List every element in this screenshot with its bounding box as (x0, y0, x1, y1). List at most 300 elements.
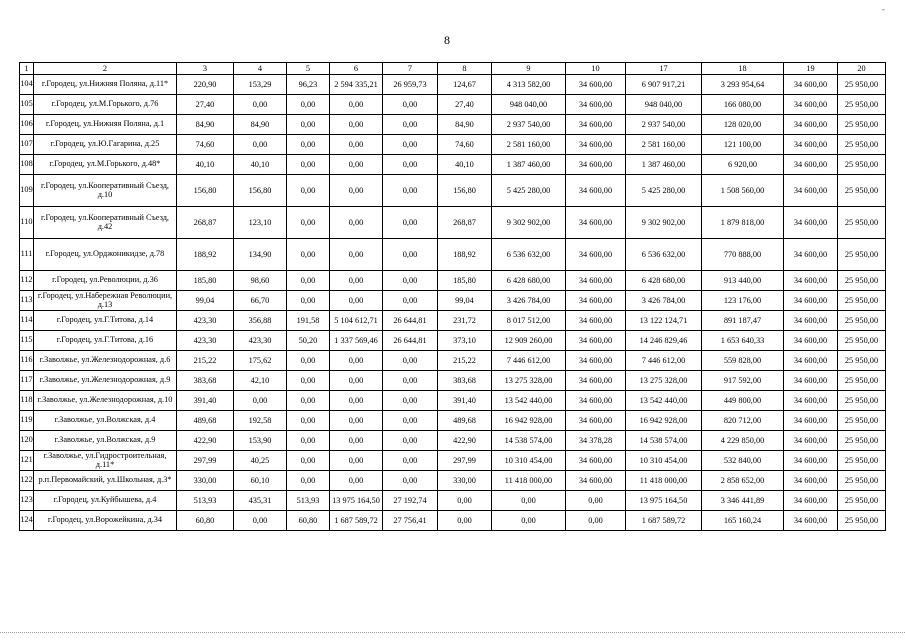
value-cell: 156,80 (177, 175, 234, 207)
value-cell: 0,00 (383, 239, 438, 271)
value-cell: 0,00 (287, 239, 330, 271)
value-cell: 25 950,00 (838, 207, 886, 239)
value-cell: 0,00 (383, 135, 438, 155)
value-cell: 423,30 (234, 331, 287, 351)
value-cell: 489,68 (177, 411, 234, 431)
value-cell: 0,00 (330, 135, 383, 155)
value-cell: 34 600,00 (784, 331, 838, 351)
value-cell: 0,00 (492, 511, 566, 531)
value-cell: 60,80 (287, 511, 330, 531)
value-cell: 435,31 (234, 491, 287, 511)
value-cell: 3 426 784,00 (492, 291, 566, 311)
address-cell: р.п.Первомайский, ул.Школьная, д.3* (34, 471, 177, 491)
value-cell: 6 536 632,00 (492, 239, 566, 271)
page-number: 8 (444, 33, 450, 47)
address-cell: г.Городец, ул.М.Горького, д.76 (34, 95, 177, 115)
value-cell: 0,00 (438, 511, 492, 531)
value-cell: 422,90 (438, 431, 492, 451)
table-row (20, 411, 886, 431)
value-cell: 25 950,00 (838, 511, 886, 531)
value-cell: 175,62 (234, 351, 287, 371)
value-cell: 0,00 (383, 115, 438, 135)
header-row (20, 63, 886, 75)
value-cell: 34 600,00 (566, 411, 626, 431)
value-cell: 156,80 (234, 175, 287, 207)
bottom-dotted-line (0, 632, 905, 633)
address-cell: г.Городец, ул.Нижняя Поляна, д.11* (34, 75, 177, 95)
value-cell: 2 581 160,00 (626, 135, 702, 155)
value-cell: 0,00 (383, 351, 438, 371)
header-cell: 7 (383, 63, 438, 75)
header-cell: 9 (492, 63, 566, 75)
address-cell: г.Городец, ул.Куйбышева, д.4 (34, 491, 177, 511)
value-cell: 25 950,00 (838, 451, 886, 471)
value-cell: 25 950,00 (838, 95, 886, 115)
value-cell: 34 600,00 (784, 95, 838, 115)
value-cell: 0,00 (234, 135, 287, 155)
address-cell: г.Городец, ул.Революции, д.36 (34, 271, 177, 291)
table-row (20, 291, 886, 311)
value-cell: 391,40 (438, 391, 492, 411)
value-cell: 25 950,00 (838, 135, 886, 155)
value-cell: 513,93 (287, 491, 330, 511)
address-cell: г.Городец, ул.Ворожейкина, д.34 (34, 511, 177, 531)
value-cell: 0,00 (287, 411, 330, 431)
value-cell: 220,90 (177, 75, 234, 95)
value-cell: 25 950,00 (838, 175, 886, 207)
address-cell: г.Городец, ул.Нижняя Поляна, д.1 (34, 115, 177, 135)
value-cell: 14 538 574,00 (626, 431, 702, 451)
value-cell: 0,00 (330, 451, 383, 471)
value-cell: 0,00 (383, 451, 438, 471)
table-row (20, 155, 886, 175)
value-cell: 0,00 (383, 431, 438, 451)
value-cell: 34 600,00 (566, 239, 626, 271)
value-cell: 0,00 (234, 95, 287, 115)
value-cell: 0,00 (330, 115, 383, 135)
value-cell: 40,10 (177, 155, 234, 175)
value-cell: 231,72 (438, 311, 492, 331)
value-cell: 166 080,00 (702, 95, 784, 115)
value-cell: 25 950,00 (838, 291, 886, 311)
value-cell: 0,00 (330, 271, 383, 291)
table-row (20, 75, 886, 95)
value-cell: 0,00 (287, 271, 330, 291)
value-cell: 391,40 (177, 391, 234, 411)
value-cell: 1 337 569,46 (330, 331, 383, 351)
table-row (20, 491, 886, 511)
value-cell: 25 950,00 (838, 411, 886, 431)
table-row (20, 207, 886, 239)
value-cell: 10 310 454,00 (492, 451, 566, 471)
address-cell: г.Заволжье, ул.Волжская, д.9 (34, 431, 177, 451)
value-cell: 1 387 460,00 (626, 155, 702, 175)
address-cell: г.Городец, ул.Набережная Революции, д.13 (34, 291, 177, 311)
value-cell: 5 425 280,00 (492, 175, 566, 207)
value-cell: 6 428 680,00 (492, 271, 566, 291)
value-cell: 25 950,00 (838, 351, 886, 371)
value-cell: 383,68 (438, 371, 492, 391)
address-cell: г.Городец, ул.Орджоникидзе, д.78 (34, 239, 177, 271)
value-cell: 191,58 (287, 311, 330, 331)
value-cell: 34 600,00 (566, 331, 626, 351)
value-cell: 3 293 954,64 (702, 75, 784, 95)
value-cell: 0,00 (566, 511, 626, 531)
value-cell: 60,80 (177, 511, 234, 531)
row-number-cell: 123 (20, 491, 34, 511)
row-number-cell: 109 (20, 175, 34, 207)
header-cell: 20 (838, 63, 886, 75)
table-row (20, 511, 886, 531)
value-cell: 66,70 (234, 291, 287, 311)
value-cell: 99,04 (438, 291, 492, 311)
value-cell: 0,00 (287, 155, 330, 175)
value-cell: 26 644,81 (383, 331, 438, 351)
value-cell: 0,00 (383, 155, 438, 175)
value-cell: 449 800,00 (702, 391, 784, 411)
table-body (20, 63, 886, 531)
value-cell: 2 937 540,00 (626, 115, 702, 135)
value-cell: 1 687 589,72 (330, 511, 383, 531)
value-cell: 3 346 441,89 (702, 491, 784, 511)
value-cell: 0,00 (287, 291, 330, 311)
row-number-cell: 110 (20, 207, 34, 239)
value-cell: 559 828,00 (702, 351, 784, 371)
value-cell: 16 942 928,00 (492, 411, 566, 431)
value-cell: 34 600,00 (566, 95, 626, 115)
value-cell: 34 600,00 (566, 471, 626, 491)
address-cell: г.Городец, ул.Кооперативный Съезд, д.10 (34, 175, 177, 207)
value-cell: 96,23 (287, 75, 330, 95)
value-cell: 0,00 (383, 207, 438, 239)
value-cell: 0,00 (287, 471, 330, 491)
value-cell: 74,60 (177, 135, 234, 155)
value-cell: 74,60 (438, 135, 492, 155)
value-cell: 13 975 164,50 (626, 491, 702, 511)
value-cell: 6 920,00 (702, 155, 784, 175)
value-cell: 34 600,00 (784, 311, 838, 331)
value-cell: 34 600,00 (784, 511, 838, 531)
value-cell: 215,22 (177, 351, 234, 371)
value-cell: 2 937 540,00 (492, 115, 566, 135)
value-cell: 0,00 (383, 271, 438, 291)
value-cell: 0,00 (383, 411, 438, 431)
value-cell: 124,67 (438, 75, 492, 95)
value-cell: 123 176,00 (702, 291, 784, 311)
value-cell: 25 950,00 (838, 331, 886, 351)
value-cell: 13 542 440,00 (492, 391, 566, 411)
row-number-cell: 119 (20, 411, 34, 431)
value-cell: 26 959,73 (383, 75, 438, 95)
value-cell: 188,92 (438, 239, 492, 271)
address-cell: г.Заволжье, ул.Гидростроительная, д.11* (34, 451, 177, 471)
value-cell: 0,00 (330, 207, 383, 239)
value-cell: 11 418 000,00 (626, 471, 702, 491)
value-cell: 423,30 (177, 331, 234, 351)
value-cell: 297,99 (177, 451, 234, 471)
value-cell: 0,00 (287, 371, 330, 391)
row-number-cell: 121 (20, 451, 34, 471)
table-row (20, 135, 886, 155)
value-cell: 34 600,00 (566, 135, 626, 155)
value-cell: 0,00 (330, 155, 383, 175)
value-cell: 25 950,00 (838, 271, 886, 291)
value-cell: 513,93 (177, 491, 234, 511)
value-cell: 27,40 (177, 95, 234, 115)
value-cell: 5 104 612,71 (330, 311, 383, 331)
value-cell: 34 600,00 (566, 311, 626, 331)
row-number-cell: 113 (20, 291, 34, 311)
value-cell: 34 600,00 (784, 391, 838, 411)
row-number-cell: 118 (20, 391, 34, 411)
value-cell: 6 907 917,21 (626, 75, 702, 95)
value-cell: 34 600,00 (784, 115, 838, 135)
table-row (20, 239, 886, 271)
value-cell: 34 600,00 (566, 115, 626, 135)
row-number-cell: 111 (20, 239, 34, 271)
value-cell: 25 950,00 (838, 391, 886, 411)
address-cell: г.Заволжье, ул.Железнодорожная, д.6 (34, 351, 177, 371)
value-cell: 34 600,00 (784, 271, 838, 291)
header-cell: 17 (626, 63, 702, 75)
value-cell: 0,00 (234, 391, 287, 411)
value-cell: 2 858 652,00 (702, 471, 784, 491)
value-cell: 34 600,00 (784, 239, 838, 271)
value-cell: 34 600,00 (784, 291, 838, 311)
value-cell: 6 536 632,00 (626, 239, 702, 271)
address-cell: г.Заволжье, ул.Железнодорожная, д.9 (34, 371, 177, 391)
value-cell: 9 302 902,00 (492, 207, 566, 239)
value-cell: 330,00 (438, 471, 492, 491)
value-cell: 0,00 (330, 239, 383, 271)
value-cell: 0,00 (330, 175, 383, 207)
value-cell: 917 592,00 (702, 371, 784, 391)
value-cell: 13 542 440,00 (626, 391, 702, 411)
value-cell: 34 600,00 (784, 491, 838, 511)
address-cell: г.Городец, ул.Г.Титова, д.14 (34, 311, 177, 331)
value-cell: 0,00 (287, 451, 330, 471)
value-cell: 34 600,00 (784, 75, 838, 95)
row-number-cell: 117 (20, 371, 34, 391)
header-cell: 3 (177, 63, 234, 75)
value-cell: 7 446 612,00 (626, 351, 702, 371)
value-cell: 489,68 (438, 411, 492, 431)
row-number-cell: 124 (20, 511, 34, 531)
value-cell: 0,00 (330, 351, 383, 371)
value-cell: 98,60 (234, 271, 287, 291)
value-cell: 42,10 (234, 371, 287, 391)
value-cell: 153,29 (234, 75, 287, 95)
value-cell: 25 950,00 (838, 311, 886, 331)
value-cell: 40,10 (438, 155, 492, 175)
value-cell: 12 909 260,00 (492, 331, 566, 351)
value-cell: 0,00 (330, 391, 383, 411)
value-cell: 0,00 (383, 371, 438, 391)
value-cell: 0,00 (234, 511, 287, 531)
row-number-cell: 108 (20, 155, 34, 175)
value-cell: 10 310 454,00 (626, 451, 702, 471)
value-cell: 948 040,00 (492, 95, 566, 115)
value-cell: 50,20 (287, 331, 330, 351)
value-cell: 0,00 (330, 291, 383, 311)
value-cell: 13 275 328,00 (626, 371, 702, 391)
value-cell: 422,90 (177, 431, 234, 451)
value-cell: 25 950,00 (838, 431, 886, 451)
value-cell: 156,80 (438, 175, 492, 207)
header-cell: 4 (234, 63, 287, 75)
row-number-cell: 105 (20, 95, 34, 115)
value-cell: 34 600,00 (784, 207, 838, 239)
value-cell: 268,87 (177, 207, 234, 239)
value-cell: 1 879 818,00 (702, 207, 784, 239)
row-number-cell: 107 (20, 135, 34, 155)
value-cell: 356,88 (234, 311, 287, 331)
value-cell: 99,04 (177, 291, 234, 311)
value-cell: 0,00 (330, 431, 383, 451)
row-number-cell: 106 (20, 115, 34, 135)
value-cell: 34 600,00 (566, 155, 626, 175)
value-cell: 0,00 (287, 135, 330, 155)
value-cell: 423,30 (177, 311, 234, 331)
value-cell: 34 378,28 (566, 431, 626, 451)
header-cell: 10 (566, 63, 626, 75)
table-row (20, 471, 886, 491)
row-number-cell: 116 (20, 351, 34, 371)
value-cell: 14 538 574,00 (492, 431, 566, 451)
value-cell: 1 687 589,72 (626, 511, 702, 531)
value-cell: 13 975 164,50 (330, 491, 383, 511)
value-cell: 5 425 280,00 (626, 175, 702, 207)
value-cell: 84,90 (234, 115, 287, 135)
value-cell: 185,80 (438, 271, 492, 291)
value-cell: 34 600,00 (566, 207, 626, 239)
address-cell: г.Городец, ул.Кооперативный Съезд, д.42 (34, 207, 177, 239)
header-cell: 2 (34, 63, 177, 75)
value-cell: 34 600,00 (784, 451, 838, 471)
value-cell: 34 600,00 (784, 431, 838, 451)
row-number-cell: 104 (20, 75, 34, 95)
table-row (20, 451, 886, 471)
value-cell: 1 387 460,00 (492, 155, 566, 175)
value-cell: 27,40 (438, 95, 492, 115)
value-cell: 16 942 928,00 (626, 411, 702, 431)
value-cell: 34 600,00 (784, 411, 838, 431)
value-cell: 0,00 (287, 351, 330, 371)
header-cell: 1 (20, 63, 34, 75)
value-cell: 26 644,81 (383, 311, 438, 331)
value-cell: 40,25 (234, 451, 287, 471)
value-cell: 0,00 (287, 95, 330, 115)
value-cell: 1 508 560,00 (702, 175, 784, 207)
value-cell: 215,22 (438, 351, 492, 371)
value-cell: 0,00 (287, 207, 330, 239)
table-row (20, 391, 886, 411)
value-cell: 330,00 (177, 471, 234, 491)
value-cell: 34 600,00 (566, 351, 626, 371)
header-cell: 5 (287, 63, 330, 75)
value-cell: 27 756,41 (383, 511, 438, 531)
value-cell: 1 653 640,33 (702, 331, 784, 351)
value-cell: 4 313 582,00 (492, 75, 566, 95)
value-cell: 13 275 328,00 (492, 371, 566, 391)
value-cell: 25 950,00 (838, 371, 886, 391)
value-cell: 34 600,00 (566, 291, 626, 311)
value-cell: 14 246 829,46 (626, 331, 702, 351)
value-cell: 121 100,00 (702, 135, 784, 155)
table-row (20, 95, 886, 115)
address-cell: г.Городец, ул.М.Горького, д.48* (34, 155, 177, 175)
corner-mark: - (882, 4, 885, 14)
value-cell: 134,90 (234, 239, 287, 271)
table-row (20, 175, 886, 207)
value-cell: 185,80 (177, 271, 234, 291)
value-cell: 891 187,47 (702, 311, 784, 331)
header-cell: 8 (438, 63, 492, 75)
value-cell: 532 840,00 (702, 451, 784, 471)
table-row (20, 311, 886, 331)
address-cell: г.Заволжье, ул.Волжская, д.4 (34, 411, 177, 431)
value-cell: 34 600,00 (566, 391, 626, 411)
value-cell: 84,90 (438, 115, 492, 135)
row-number-cell: 112 (20, 271, 34, 291)
table-row (20, 371, 886, 391)
value-cell: 0,00 (566, 491, 626, 511)
value-cell: 34 600,00 (784, 155, 838, 175)
table-row (20, 351, 886, 371)
value-cell: 2 594 335,21 (330, 75, 383, 95)
value-cell: 383,68 (177, 371, 234, 391)
value-cell: 0,00 (330, 95, 383, 115)
value-cell: 6 428 680,00 (626, 271, 702, 291)
value-cell: 9 302 902,00 (626, 207, 702, 239)
value-cell: 84,90 (177, 115, 234, 135)
value-cell: 0,00 (330, 471, 383, 491)
value-cell: 25 950,00 (838, 155, 886, 175)
value-cell: 34 600,00 (566, 75, 626, 95)
value-cell: 4 229 850,00 (702, 431, 784, 451)
address-cell: г.Городец, ул.Г.Титова, д.16 (34, 331, 177, 351)
value-cell: 0,00 (287, 431, 330, 451)
value-cell: 0,00 (287, 115, 330, 135)
value-cell: 34 600,00 (566, 271, 626, 291)
value-cell: 0,00 (383, 95, 438, 115)
value-cell: 13 122 124,71 (626, 311, 702, 331)
value-cell: 25 950,00 (838, 471, 886, 491)
value-cell: 128 020,00 (702, 115, 784, 135)
value-cell: 0,00 (383, 175, 438, 207)
value-cell: 34 600,00 (784, 471, 838, 491)
value-cell: 34 600,00 (566, 451, 626, 471)
data-table (19, 62, 886, 531)
value-cell: 40,10 (234, 155, 287, 175)
table-row (20, 115, 886, 135)
value-cell: 153,90 (234, 431, 287, 451)
value-cell: 0,00 (438, 491, 492, 511)
row-number-cell: 122 (20, 471, 34, 491)
value-cell: 34 600,00 (784, 135, 838, 155)
value-cell: 34 600,00 (784, 351, 838, 371)
table-row (20, 331, 886, 351)
header-cell: 18 (702, 63, 784, 75)
value-cell: 60,10 (234, 471, 287, 491)
row-number-cell: 115 (20, 331, 34, 351)
value-cell: 268,87 (438, 207, 492, 239)
value-cell: 25 950,00 (838, 239, 886, 271)
value-cell: 8 017 512,00 (492, 311, 566, 331)
value-cell: 192,58 (234, 411, 287, 431)
address-cell: г.Заволжье, ул.Железнодорожная, д.10 (34, 391, 177, 411)
value-cell: 25 950,00 (838, 115, 886, 135)
